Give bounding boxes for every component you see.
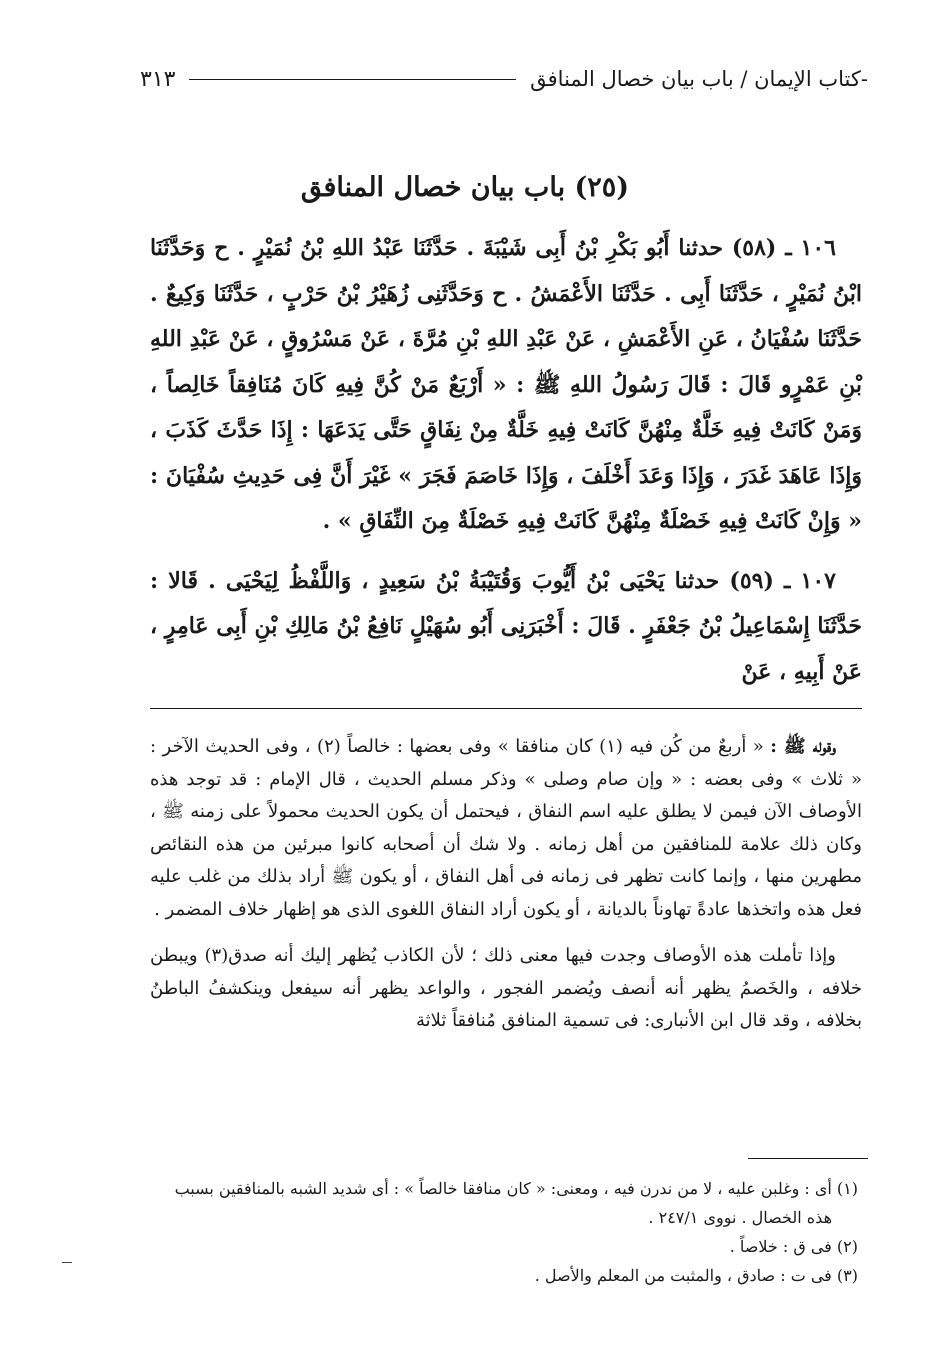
running-header (140, 62, 868, 96)
hadith-paragraph: ١٠٦ ـ (٥٨) حدثنا أَبُو بَكْرِ بْنُ أَبِى شَيْبَةَ . حَدَّثَنَا عَبْدُ اللهِ بْنُ نُمَيْرٍ . ح وَحَدَّثَنَا ابْنُ نُمَيْرٍ ، حَدَّثَنَا أَبِى . حَدَّثَنَا الأَعْمَشُ . ح وَحَدَّثَنِى زُهَيْرُ بْنُ حَرْبٍ ، حَدَّثَنَا وَكِيعٌ . حَدَّثَنَا سُفْيَانُ ، عَنِ الأَعْمَشِ ، عَنْ عَبْدِ اللهِ بْنِ مُرَّةَ ، عَنْ مَسْرُوقٍ ، عَنْ عَبْدِ اللهِ بْنِ عَمْرٍو قَالَ : قَالَ رَسُولُ اللهِ ﷺ : « أَرْبَعٌ مَنْ كُنَّ فِيهِ كَانَ مُنَافِقاً خَالِصاً ، وَمَنْ كَانَتْ فِيهِ خَلَّةٌ مِنْهُنَّ كَانَتْ فِيهِ خَلَّةٌ مِنْ نِفَاقٍ حَتَّى يَدَعَهَا : إِذَا حَدَّثَ كَذَبَ ، وَإِذَا عَاهَدَ غَدَرَ ، وَإِذَا وَعَدَ أَخْلَفَ ، وَإِذَا خَاصَمَ فَجَرَ » غَيْرَ أَنَّ فِى حَدِيثِ سُفْيَانَ : « وَإِنْ كَانَتْ فِيهِ خَصْلَةٌ مِنْهُنَّ كَانَتْ فِيهِ خَصْلَةٌ مِنَ النِّفَاقِ » . (150, 235, 862, 534)
section-divider (150, 708, 862, 709)
footnote (150, 1174, 862, 1232)
commentary-paragraph (150, 940, 862, 1038)
commentary-lead: وقوله ﷺ : (770, 736, 836, 757)
commentary-body: « أربعٌ من كُن فيه (١) كان منافقا » وفى بعضها : خالصاً (٢) ، وفى الحديث الآخر : « ثلاث » وفى بعضه : « وإن صام وصلى » وذكر مسلم الحديث ، قال الإمام : قد توجد هذه الأوصاف الآن فيمن لا يطلق عليه اسم النفاق ، فيحتمل أن يكون الحديث محمولاً على زمنه ﷺ ، وكان ذلك علامة للمنافقين من أهل زمانه . ولا شك أن أصحابه كانوا مبرئين من هذه النقائص مطهرين منها ، وإنما كانت تظهر فى زمانه فى أهل النفاق ، أو يكون ﷺ أراد بذلك من غلب عليه فعل هذه واتخذها عادةً تهاوناً بالديانة ، أو يكون أراد النفاق اللغوى الذى هو إظهار خلاف المضمر . (150, 736, 862, 920)
commentary-body: وإذا تأملت هذه الأوصاف وجدت فيها معنى ذلك ؛ لأن الكاذب يُظهر إليك أنه صدق(٣) ويبطن خلافه ، والخَصمُ يظهر أنه أنصف ويُضمر الفجور ، والواعد يظهر أنه سيفعل وينكشفُ الباطنُ بخلافه ، وقد قال ابن الأنبارى: فى تسمية المنافق مُنافقاً ثلاثة (150, 945, 862, 1031)
page-number: ٣١٣ (140, 66, 176, 92)
footnote-continuation: هذه الخصال . نووى ٢٤٧/١ . (648, 1208, 832, 1227)
footnote-text: (١) أى : وغلبن عليه ، لا من ندرن فيه ، ومعنى: « كان منافقا خالصاً » : أى شديد الشبه بالمنافقين بسبب (174, 1179, 858, 1198)
commentary-paragraph (150, 731, 862, 926)
footnote (150, 1261, 862, 1290)
hadith-text (150, 226, 862, 709)
footnotes (150, 1174, 862, 1290)
footnote-text: (٣) فى ت : صادق ، والمثبت من المعلم والأصل . (534, 1266, 858, 1285)
chapter-heading: (٢٥) باب بيان خصال المنافق (300, 172, 630, 203)
hadith-paragraph: ١٠٧ ـ (٥٩) حدثنا يَحْيَى بْنُ أَيُّوبَ وَقُتَيْبَةُ بْنُ سَعِيدٍ ، وَاللَّفْظُ لِيَحْيَى . قَالا : حَدَّثَنَا إِسْمَاعِيلُ بْنُ جَعْفَرٍ . قَالَ : أَخْبَرَنِى أَبُو سُهَيْلٍ نَافِعُ بْنُ مَالِكِ بْنِ أَبِى عَامِرٍ ، عَنْ أَبِيهِ ، عَنْ (150, 567, 862, 685)
footnote (150, 1232, 862, 1261)
margin-mark (62, 1262, 72, 1263)
running-title: -كتاب الإيمان / باب بيان خصال المنافق (530, 67, 868, 91)
commentary (150, 731, 862, 1052)
header-rule (189, 79, 516, 80)
footnote-divider (748, 1158, 868, 1159)
footnote-text: (٢) فى ق : خلاصاً . (729, 1237, 858, 1256)
